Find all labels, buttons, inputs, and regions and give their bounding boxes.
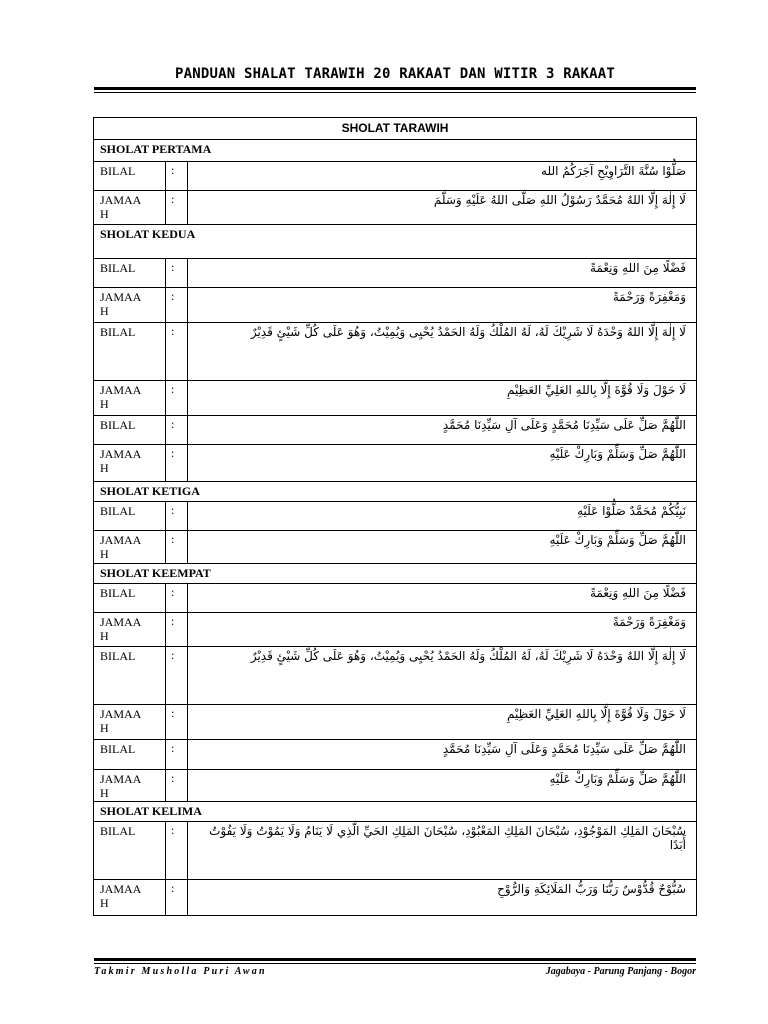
- table-row: [94, 445, 697, 482]
- colon-cell: :: [166, 740, 188, 770]
- title-rule-thick: [94, 87, 696, 90]
- table-row: [94, 822, 697, 880]
- section-title: SHOLAT KELIMA: [94, 802, 697, 822]
- role-cell: BILAL: [94, 416, 166, 445]
- footer-location: Jagabaya - Parung Panjang - Bogor: [545, 966, 696, 977]
- table-row: [94, 416, 697, 445]
- arabic-text-cell: سُبُّوْحٌ قُدُّوْسٌ رَبُّنَا وَرَبُّ المَلَائِكَةِ وَالرُّوْحِ: [188, 880, 697, 916]
- arabic-text-cell: اللّٰهُمَّ صَلِّ عَلَى سَيِّدِنَا مُحَمَّدٍ وَعَلَى آلِ سَيِّدِنَا مُحَمَّدٍ: [188, 416, 697, 445]
- arabic-text-cell: لَا حَوْلَ وَلَا قُوَّةَ إِلَّا بِاللهِ العَلِيِّ العَظِيْمِ: [188, 705, 697, 740]
- role-cell: JAMAA H: [94, 705, 166, 740]
- role-cell: BILAL: [94, 502, 166, 531]
- role-cell: BILAL: [94, 162, 166, 191]
- arabic-text-cell: نَبِيُّكُمْ مُحَمَّدٌ صَلُّوْا عَلَيْهِ: [188, 502, 697, 531]
- table-row: [94, 288, 697, 323]
- role-cell: JAMAA H: [94, 770, 166, 802]
- role-cell: BILAL: [94, 584, 166, 613]
- arabic-text-cell: اللّٰهُمَّ صَلِّ وَسَلِّمْ وَبَارِكْ عَلَيْهِ: [188, 770, 697, 802]
- arabic-text-cell: لَا إِلٰهَ إِلَّا اللهُ وَحْدَهُ لَا شَرِيْكَ لَهُ، لَهُ المُلْكُ وَلَهُ الحَمْدُ يُحْيِى وَيُمِيْتُ، وَهُوَ عَلَى كُلِّ شَيْئٍ قَدِيْرٌ: [188, 647, 697, 705]
- role-cell: JAMAA H: [94, 531, 166, 564]
- colon-cell: :: [166, 613, 188, 647]
- role-cell: BILAL: [94, 740, 166, 770]
- table-row: [94, 502, 697, 531]
- colon-cell: :: [166, 502, 188, 531]
- arabic-text-cell: اللّٰهُمَّ صَلِّ عَلَى سَيِّدِنَا مُحَمَّدٍ وَعَلَى آلِ سَيِّدِنَا مُحَمَّدٍ: [188, 740, 697, 770]
- table-row: [94, 162, 697, 191]
- footer-rule-thick: [94, 958, 696, 961]
- table-row: [94, 770, 697, 802]
- table-row: [94, 613, 697, 647]
- table-row: [94, 880, 697, 916]
- table-row: [94, 323, 697, 381]
- colon-cell: :: [166, 416, 188, 445]
- footer-rule-thin: [94, 963, 696, 964]
- role-cell: JAMAA H: [94, 381, 166, 416]
- table-row: [94, 705, 697, 740]
- role-cell: BILAL: [94, 323, 166, 381]
- section-title: SHOLAT KETIGA: [94, 482, 697, 502]
- role-cell: BILAL: [94, 822, 166, 880]
- colon-cell: :: [166, 705, 188, 740]
- arabic-text-cell: سُبْحَانَ المَلِكِ المَوْجُوْدِ، سُبْحَانَ المَلِكِ المَعْبُوْدِ، سُبْحَانَ المَلِكِ الحَيِّ الَّذِي لَا يَنَامُ وَلَا يَمُوْتُ وَلَا يَفُوْتُ أَبَدًا: [188, 822, 697, 880]
- colon-cell: :: [166, 259, 188, 288]
- colon-cell: :: [166, 880, 188, 916]
- arabic-text-cell: وَمَغْفِرَةً وَرَحْمَةً: [188, 613, 697, 647]
- arabic-text-cell: لَا إِلٰهَ إِلَّا اللهُ مُحَمَّدٌ رَسُوْلُ اللهِ صَلَّى اللهُ عَلَيْهِ وَسَلَّمَ: [188, 191, 697, 225]
- arabic-text-cell: لَا حَوْلَ وَلَا قُوَّةَ إِلَّا بِاللهِ العَلِيِّ العَظِيْمِ: [188, 381, 697, 416]
- section-title: SHOLAT KEDUA: [94, 225, 697, 259]
- table-row: [94, 647, 697, 705]
- colon-cell: :: [166, 191, 188, 225]
- arabic-text-cell: فَضْلًا مِنَ اللهِ وَنِعْمَةً: [188, 259, 697, 288]
- role-cell: JAMAA H: [94, 191, 166, 225]
- colon-cell: :: [166, 323, 188, 381]
- table-row: [94, 259, 697, 288]
- arabic-text-cell: وَمَغْفِرَةً وَرَحْمَةً: [188, 288, 697, 323]
- footer-organization: Takmir Musholla Puri Awan: [94, 966, 267, 977]
- section-title: SHOLAT KEEMPAT: [94, 564, 697, 584]
- document-title: PANDUAN SHALAT TARAWIH 20 RAKAAT DAN WITIR 3 RAKAAT: [174, 66, 616, 82]
- arabic-text-cell: فَضْلًا مِنَ اللهِ وَنِعْمَةً: [188, 584, 697, 613]
- role-cell: BILAL: [94, 259, 166, 288]
- role-cell: JAMAA H: [94, 445, 166, 482]
- colon-cell: :: [166, 584, 188, 613]
- tarawih-table: [93, 117, 697, 916]
- role-cell: BILAL: [94, 647, 166, 705]
- table-row: [94, 531, 697, 564]
- colon-cell: :: [166, 647, 188, 705]
- table-row: [94, 381, 697, 416]
- role-cell: JAMAA H: [94, 288, 166, 323]
- arabic-text-cell: صَلُّوْا سُنَّةَ التَّرَاوِيْحِ آجَرَكُمُ الله: [188, 162, 697, 191]
- title-rule-thin: [94, 92, 696, 93]
- arabic-text-cell: لَا إِلٰهَ إِلَّا اللهُ وَحْدَهُ لَا شَرِيْكَ لَهُ، لَهُ المُلْكُ وَلَهُ الحَمْدُ يُحْيِى وَيُمِيْتُ، وَهُوَ عَلَى كُلِّ شَيْئٍ قَدِيْرٌ: [188, 323, 697, 381]
- colon-cell: :: [166, 445, 188, 482]
- section-title: SHOLAT PERTAMA: [94, 140, 697, 162]
- colon-cell: :: [166, 288, 188, 323]
- table-row: [94, 191, 697, 225]
- colon-cell: :: [166, 531, 188, 564]
- role-cell: JAMAA H: [94, 613, 166, 647]
- arabic-text-cell: اللّٰهُمَّ صَلِّ وَسَلِّمْ وَبَارِكْ عَلَيْهِ: [188, 445, 697, 482]
- role-cell: JAMAA H: [94, 880, 166, 916]
- colon-cell: :: [166, 770, 188, 802]
- table-heading: SHOLAT TARAWIH: [94, 118, 697, 140]
- colon-cell: :: [166, 822, 188, 880]
- colon-cell: :: [166, 381, 188, 416]
- colon-cell: :: [166, 162, 188, 191]
- table-row: [94, 740, 697, 770]
- arabic-text-cell: اللّٰهُمَّ صَلِّ وَسَلِّمْ وَبَارِكْ عَلَيْهِ: [188, 531, 697, 564]
- table-row: [94, 584, 697, 613]
